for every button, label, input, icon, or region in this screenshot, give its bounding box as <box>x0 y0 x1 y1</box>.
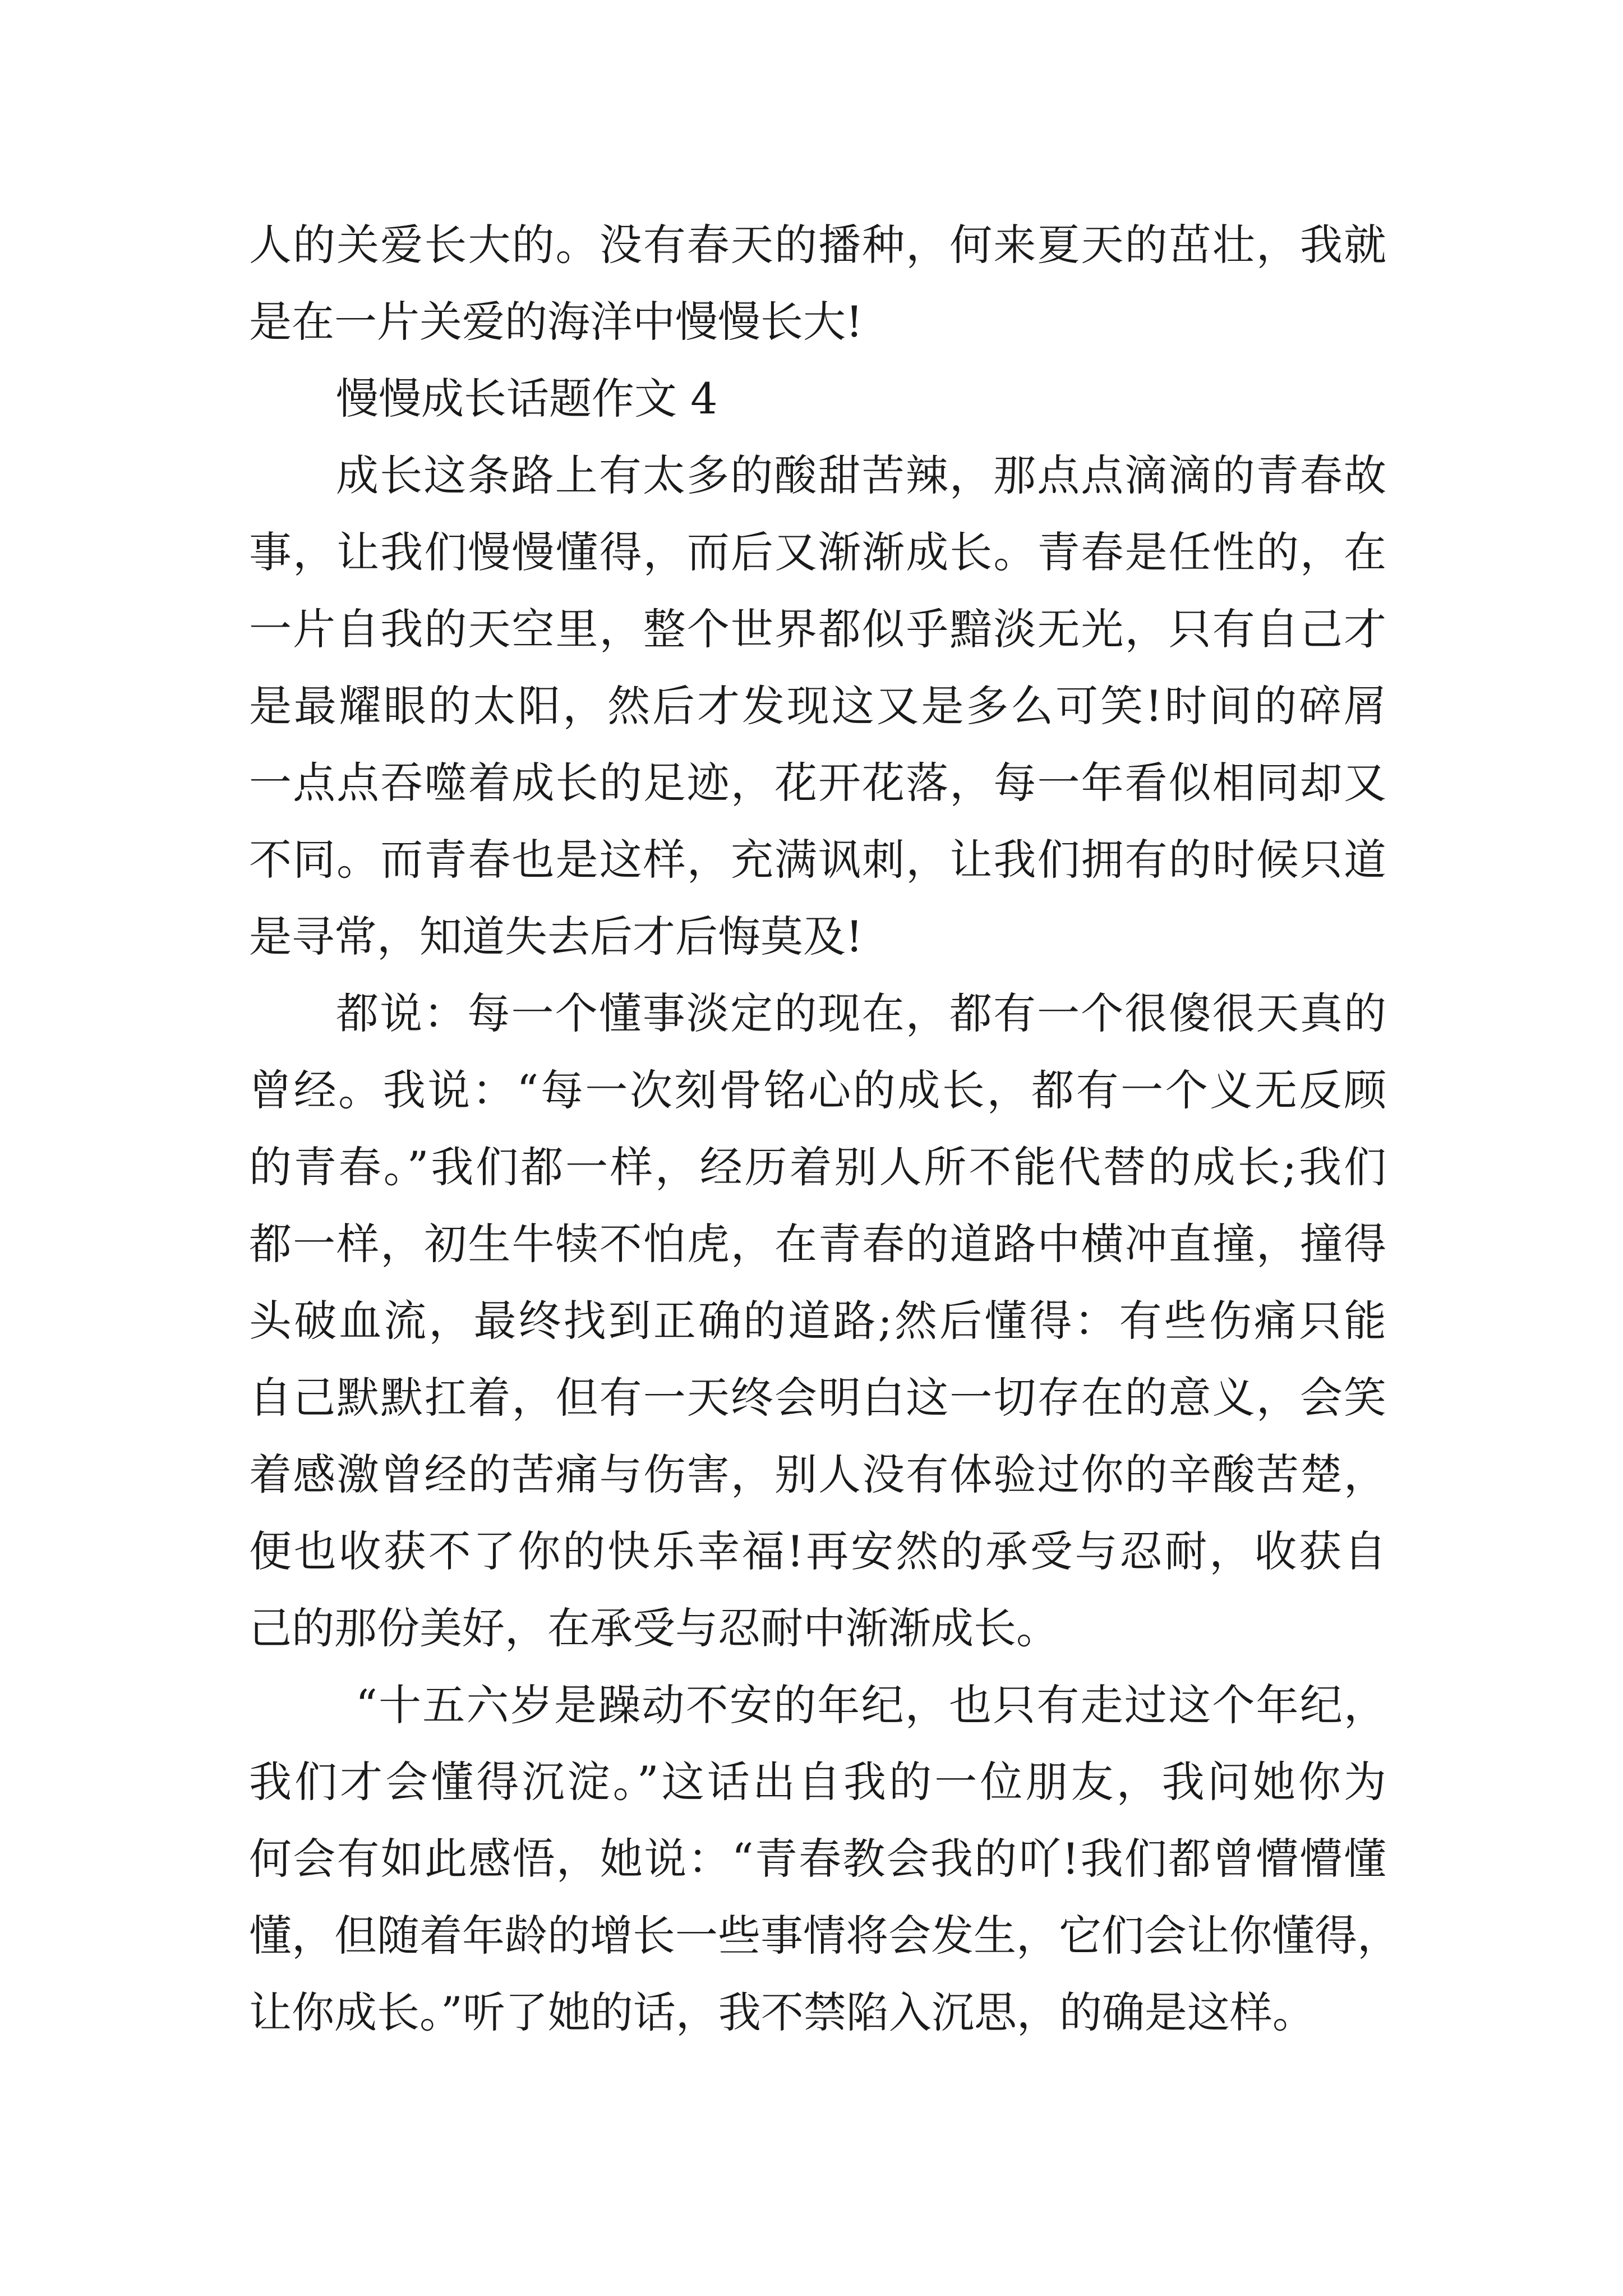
paragraph-line: 是最耀眼的太阳，然后才发现这又是多么可笑!时间的碎屑 <box>249 681 1386 731</box>
paragraph-line: 何会有如此感悟，她说：“青春教会我的吖!我们都曾懵懵懂 <box>249 1834 1386 1884</box>
paragraph-line: 我们才会懂得沉淀。”这话出自我的一位朋友，我问她你为 <box>249 1757 1386 1807</box>
paragraph-line: 是寻常，知道失去后才后悔莫及! <box>249 912 863 961</box>
paragraph-line: 不同。而青春也是这样，充满讽刺，让我们拥有的时候只道 <box>249 835 1386 885</box>
paragraph-line: 着感激曾经的苦痛与伤害，别人没有体验过你的辛酸苦楚， <box>249 1450 1386 1499</box>
paragraph-line: 的青春。”我们都一样，经历着别人所不能代替的成长;我们 <box>249 1142 1386 1192</box>
paragraph-line: 人的关爱长大的。没有春天的播种，何来夏天的茁壮，我就 <box>249 220 1386 270</box>
paragraph-line: 一片自我的天空里，整个世界都似乎黯淡无光，只有自己才 <box>249 604 1386 654</box>
paragraph-line: 都说：每一个懂事淡定的现在，都有一个很傻很天真的 <box>336 988 1386 1038</box>
paragraph-line: 己的那份美好，在承受与忍耐中渐渐成长。 <box>249 1603 1059 1653</box>
paragraph-line: 曾经。我说：“每一次刻骨铭心的成长，都有一个义无反顾 <box>249 1065 1386 1115</box>
paragraph-line: 是在一片关爱的海洋中慢慢长大! <box>249 297 863 347</box>
paragraph-line: 自己默默扛着，但有一天终会明白这一切存在的意义，会笑 <box>249 1373 1386 1423</box>
paragraph-line: 让你成长。”听了她的话，我不禁陷入沉思，的确是这样。 <box>249 1987 1315 2037</box>
paragraph-line: 都一样，初生牛犊不怕虎，在青春的道路中横冲直撞，撞得 <box>249 1219 1386 1269</box>
section-heading: 慢慢成长话题作文 4 <box>336 374 718 424</box>
article-body <box>249 206 1400 2051</box>
paragraph-line: 事，让我们慢慢懂得，而后又渐渐成长。青春是任性的，在 <box>249 527 1386 577</box>
paragraph-line: 便也收获不了你的快乐幸福!再安然的承受与忍耐，收获自 <box>249 1526 1386 1576</box>
paragraph-line: 头破血流，最终找到正确的道路;然后懂得：有些伤痛只能 <box>249 1296 1386 1346</box>
paragraph-line: “十五六岁是躁动不安的年纪，也只有走过这个年纪， <box>356 1680 1386 1730</box>
paragraph-line: 一点点吞噬着成长的足迹，花开花落，每一年看似相同却又 <box>249 758 1386 808</box>
paragraph-line: 懂，但随着年龄的增长一些事情将会发生，它们会让你懂得， <box>249 1911 1400 1961</box>
paragraph-line: 成长这条路上有太多的酸甜苦辣，那点点滴滴的青春故 <box>336 450 1386 500</box>
